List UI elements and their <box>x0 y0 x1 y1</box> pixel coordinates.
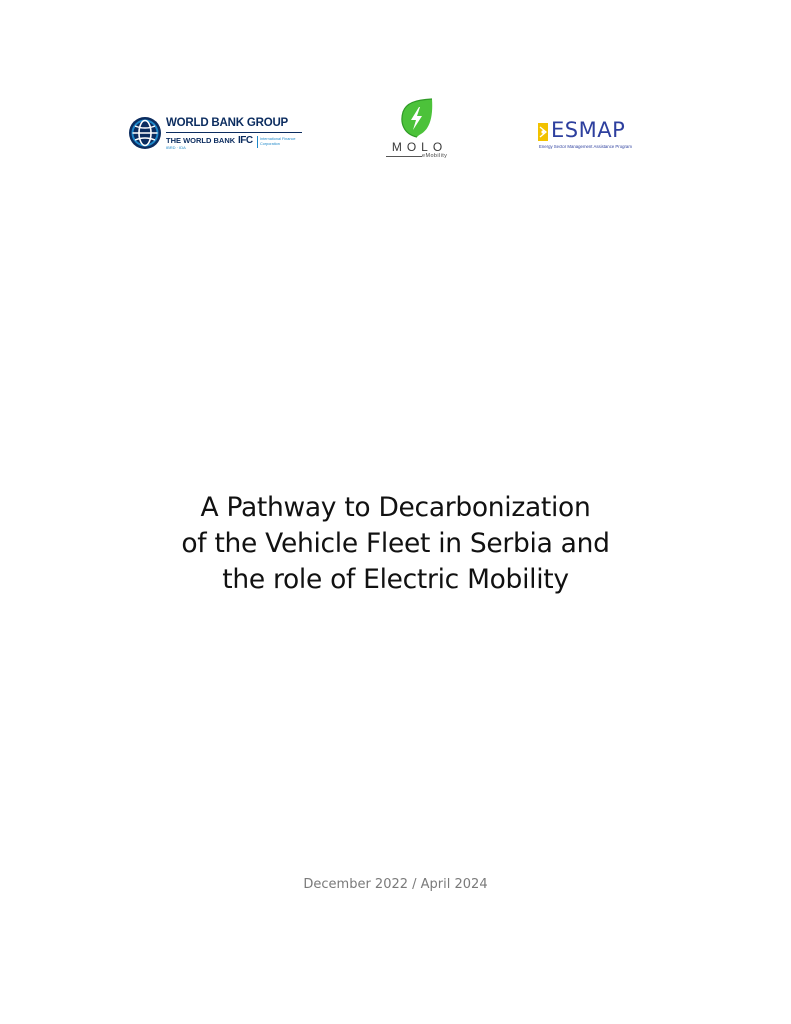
document-title <box>0 490 791 598</box>
ifc-label: IFC <box>238 135 253 146</box>
ifc-sublabel: International Finance Corporation <box>260 137 296 146</box>
molo-logo <box>384 98 454 164</box>
logo-divider <box>166 132 302 133</box>
globe-icon <box>128 116 162 150</box>
esmap-wordmark: ESMAP <box>551 118 626 142</box>
molo-wordmark: MOLO <box>391 140 448 154</box>
world-bank-group-title: WORLD BANK GROUP <box>166 117 289 129</box>
world-bank-label: THE WORLD BANK <box>166 136 236 145</box>
title-line-1: A Pathway to Decarbonization <box>200 492 591 523</box>
molo-tagline: eMobility <box>422 153 448 159</box>
esmap-logo <box>538 120 650 154</box>
leaf-bolt-icon <box>399 98 435 138</box>
publication-date: December 2022 / April 2024 <box>303 877 488 892</box>
esmap-tagline: Energy Sector Management Assistance Program <box>539 144 632 149</box>
molo-divider <box>386 156 422 157</box>
ifc-divider <box>257 136 258 148</box>
title-line-3: the role of Electric Mobility <box>222 564 569 595</box>
sun-mark-icon <box>538 123 552 141</box>
world-bank-group-logo <box>128 114 308 154</box>
world-bank-sublabel: IBRD · IDA <box>166 145 186 150</box>
title-line-2: of the Vehicle Fleet in Serbia and <box>181 528 610 559</box>
